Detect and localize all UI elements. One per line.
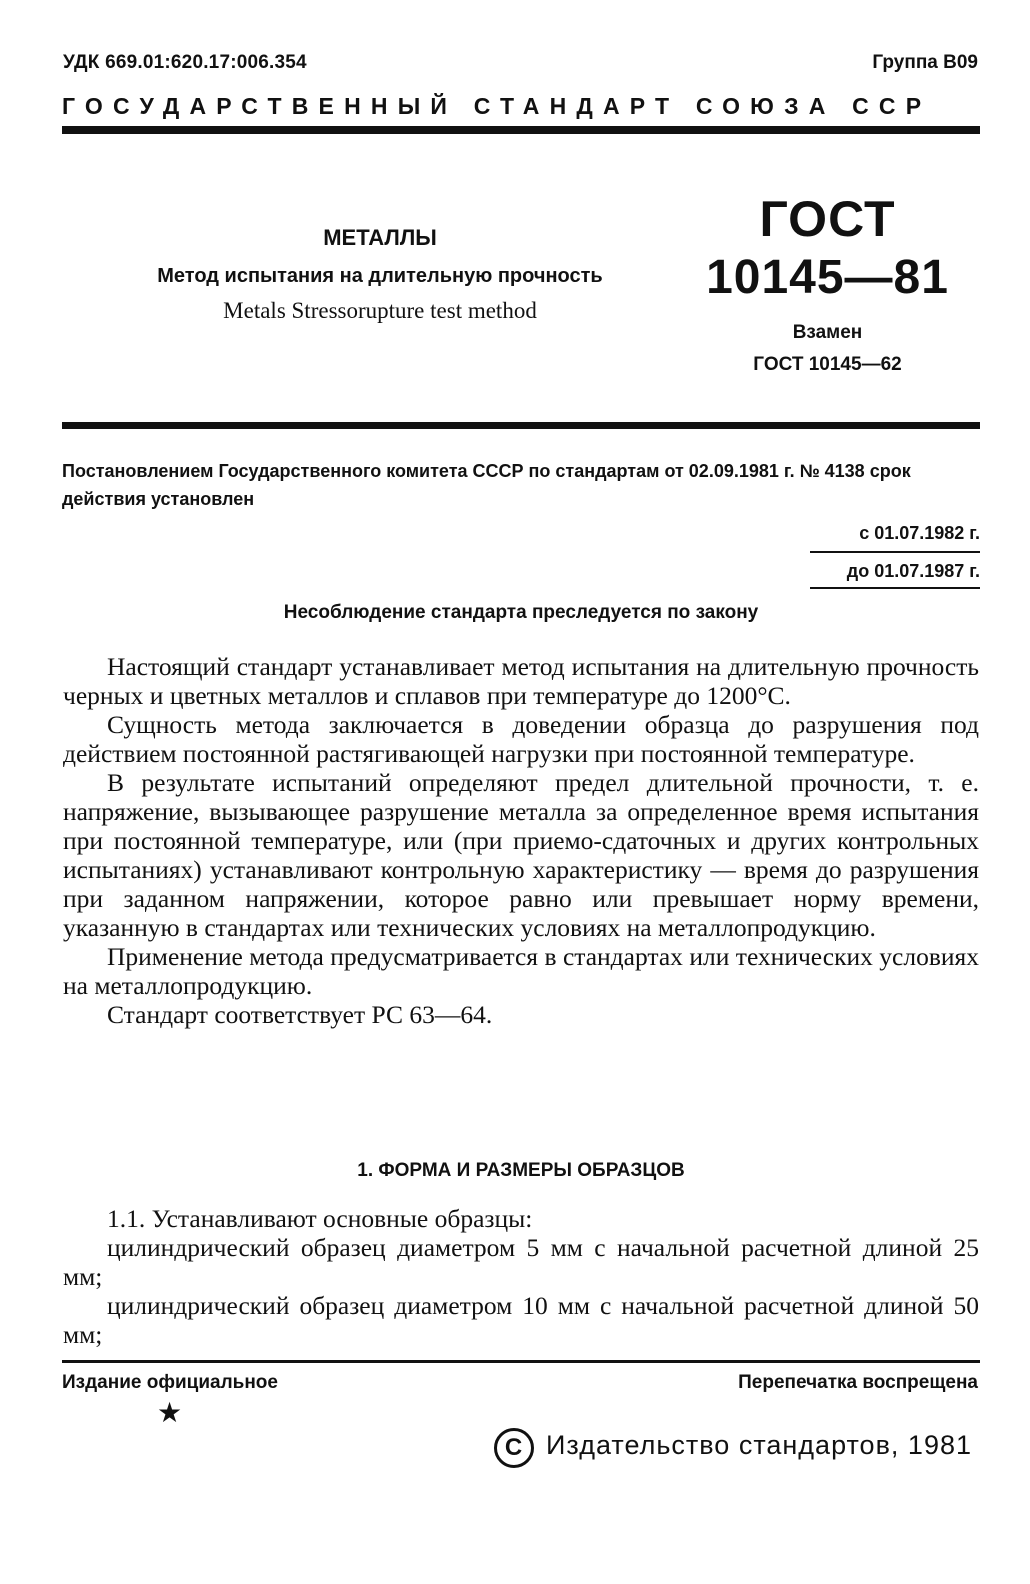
- date-divider: [810, 587, 980, 589]
- header-rule: [62, 126, 980, 134]
- section-heading: 1. ФОРМА И РАЗМЕРЫ ОБРАЗЦОВ: [357, 1160, 685, 1181]
- date-from: с 01.07.1982 г.: [859, 523, 980, 543]
- paragraph: 1.1. Устанавливают основные образцы:: [107, 1204, 533, 1233]
- paragraph: В результате испытаний определяют предел длительной прочности, т. е. напряжение, вызывающее разрушение металла за определенное время испытания при постоянной температуре, или (при приемо-сдаточных и других контрольных испытаниях) устанавливают контрольную характеристику — время до разрушения при заданном напряжении, которое равно или превышает норму времени, указанную в стандартах или технических условиях на металлопродукцию.: [63, 768, 979, 942]
- title-block: [100, 225, 660, 324]
- paragraph: Сущность метода заключается в доведении образца до разрушения под действием постоянной растягивающей нагрузки при постоянной температуре.: [63, 710, 979, 768]
- publisher-name: Издательство стандартов, 1981: [546, 1430, 972, 1461]
- publisher-line: [494, 1428, 972, 1468]
- udk-code: УДК 669.01:620.17:006.354: [63, 52, 307, 73]
- state-standard-header: ГОСУДАРСТВЕННЫЙ СТАНДАРТ СОЮЗА ССР: [62, 93, 932, 119]
- gost-number: 10145—81: [706, 251, 949, 304]
- section-text: [63, 1204, 979, 1349]
- star-icon: ★: [157, 1398, 183, 1429]
- gost-label: ГОСТ: [759, 191, 896, 247]
- replaced-standard: ГОСТ 10145—62: [753, 354, 902, 375]
- paragraph: Настоящий стандарт устанавливает метод испытания на длительную прочность черных и цветных металлов и сплавов при температуре до 1200°С.: [63, 652, 979, 710]
- copyright-icon: С: [494, 1428, 534, 1468]
- paragraph: Применение метода предусматривается в стандартах или технических условиях на металлопродукцию.: [63, 942, 979, 1000]
- intro-text: [63, 652, 979, 1029]
- section-rule: [62, 422, 980, 429]
- validity-dates: [810, 518, 980, 589]
- paragraph: цилиндрический образец диаметром 10 мм с начальной расчетной длиной 50 мм;: [63, 1291, 979, 1349]
- standard-title-english: Metals Stressorupture test method: [223, 298, 537, 323]
- date-to: до 01.07.1987 г.: [846, 561, 980, 581]
- gost-block: [705, 190, 950, 376]
- law-notice: Несоблюдение стандарта преследуется по закону: [283, 602, 759, 623]
- standard-subtitle: Метод испытания на длительную прочность: [157, 265, 603, 287]
- official-edition: Издание официальное: [62, 1372, 278, 1393]
- decree-text: Постановлением Государственного комитета СССР по стандартам от 02.09.1981 г. № 4138 срок действия установлен: [62, 461, 911, 509]
- footer-rule: [62, 1360, 980, 1363]
- paragraph: цилиндрический образец диаметром 5 мм с начальной расчетной длиной 25 мм;: [63, 1233, 979, 1291]
- standard-title: МЕТАЛЛЫ: [323, 225, 437, 250]
- paragraph: Стандарт соответствует РС 63—64.: [107, 1000, 493, 1029]
- group-code: Группа В09: [872, 52, 978, 73]
- reprint-notice: Перепечатка воспрещена: [738, 1372, 978, 1393]
- date-divider: [810, 551, 980, 553]
- replace-label: Взамен: [792, 322, 863, 343]
